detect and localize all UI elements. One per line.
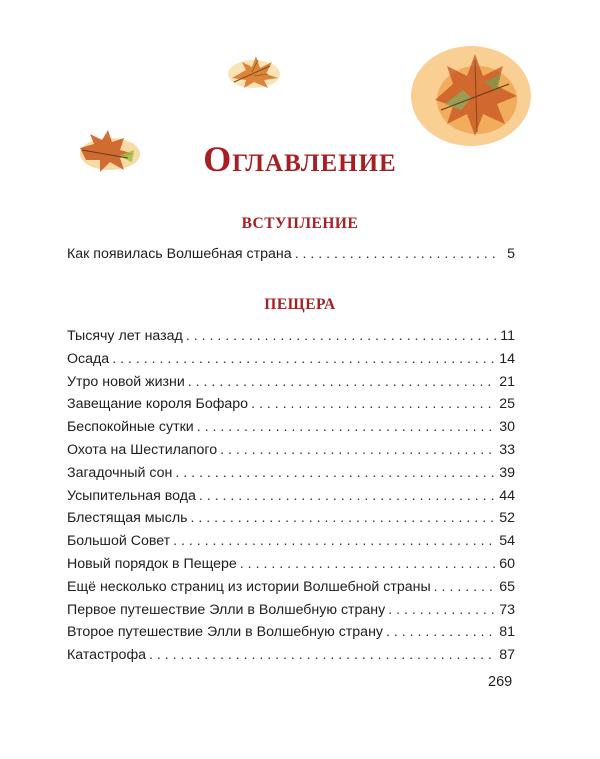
toc-entry[interactable]: [67, 621, 515, 644]
toc-entry-page: 54: [499, 533, 515, 550]
toc-entry-page: 60: [499, 555, 515, 572]
toc-entry[interactable]: [67, 393, 515, 416]
toc-leader-dots: [149, 644, 496, 667]
toc-leader-dots: [175, 462, 496, 485]
toc-entry[interactable]: [67, 644, 515, 667]
toc-leader-dots: [186, 325, 497, 348]
toc-entry-page: 25: [499, 396, 515, 413]
toc-entry[interactable]: [67, 599, 515, 622]
toc-entry-title: Утро новой жизни: [67, 373, 185, 390]
toc-entry-page: 44: [499, 487, 515, 504]
toc-entry-title: Большой Совет: [67, 533, 171, 550]
toc-entry-page: 33: [499, 441, 515, 458]
toc-entry[interactable]: [67, 462, 515, 485]
toc-entry[interactable]: [67, 325, 515, 348]
toc-entry-page: 30: [499, 419, 515, 436]
section-heading-cave: ПЕЩЕРА: [264, 296, 336, 313]
section-heading-introduction: ВСТУПЛЕНИЕ: [241, 215, 359, 232]
toc-list-introduction: [67, 243, 515, 266]
toc-entry-page: 81: [499, 624, 515, 641]
toc-leader-dots: [251, 393, 496, 416]
toc-leader-dots: [388, 599, 496, 622]
toc-list-cave: [67, 325, 515, 667]
toc-leader-dots: [173, 530, 496, 553]
toc-entry[interactable]: [67, 371, 515, 394]
toc-entry-title: Тысячу лет назад: [67, 328, 183, 344]
toc-entry-title: Блестящая мысль: [67, 510, 188, 527]
autumn-leaf-cluster-icon: [405, 40, 535, 150]
toc-entry-page: 73: [499, 601, 515, 618]
toc-entry-title: Беспокойные сутки: [67, 419, 194, 436]
toc-leader-dots: [386, 621, 496, 644]
toc-entry-title: Первое путешествие Элли в Волшебную страну: [67, 601, 386, 618]
toc-entry-page: 65: [499, 578, 515, 595]
page-number: 269: [488, 674, 513, 690]
toc-entry-title: Загадочный сон: [67, 464, 173, 481]
toc-entry-title: Осада: [67, 350, 110, 367]
toc-entry-page: 52: [499, 510, 515, 527]
toc-entry[interactable]: [67, 485, 515, 508]
toc-entry-title: Усыпительная вода: [67, 487, 196, 504]
toc-leader-dots: [197, 416, 496, 439]
toc-entry-page: 21: [499, 373, 515, 390]
toc-leader-dots: [240, 553, 496, 576]
toc-entry-title: Новый порядок в Пещере: [67, 555, 237, 572]
toc-entry[interactable]: [67, 243, 515, 266]
toc-leader-dots: [295, 243, 498, 266]
toc-entry-title: Ещё несколько страниц из истории Волшебной страны: [67, 578, 431, 595]
toc-entry-title: Завещание короля Бофаро: [67, 396, 249, 413]
page-title: Оглавление: [203, 139, 397, 179]
autumn-leaf-icon: [224, 52, 284, 92]
toc-entry[interactable]: [67, 530, 515, 553]
toc-entry-title: Как появилась Волшебная страна: [67, 246, 292, 262]
toc-leader-dots: [199, 485, 496, 508]
toc-entry-title: Второе путешествие Элли в Волшебную страну: [67, 624, 383, 641]
toc-entry-title: Охота на Шестилапого: [67, 441, 218, 458]
toc-leader-dots: [191, 507, 497, 530]
toc-entry-page: 11: [500, 328, 515, 344]
toc-leader-dots: [188, 371, 496, 394]
toc-leader-dots: [434, 576, 497, 599]
toc-entry-page: 14: [499, 350, 515, 367]
toc-entry-title: Катастрофа: [67, 647, 147, 664]
toc-entry-page: 39: [499, 464, 515, 481]
toc-entry[interactable]: [67, 439, 515, 462]
toc-entry[interactable]: [67, 507, 515, 530]
toc-entry-page: 5: [507, 246, 515, 262]
toc-entry-page: 87: [499, 647, 515, 664]
toc-leader-dots: [220, 439, 496, 462]
toc-entry[interactable]: [67, 416, 515, 439]
toc-entry[interactable]: [67, 348, 515, 371]
toc-entry[interactable]: [67, 553, 515, 576]
toc-entry[interactable]: [67, 576, 515, 599]
toc-leader-dots: [112, 348, 496, 371]
